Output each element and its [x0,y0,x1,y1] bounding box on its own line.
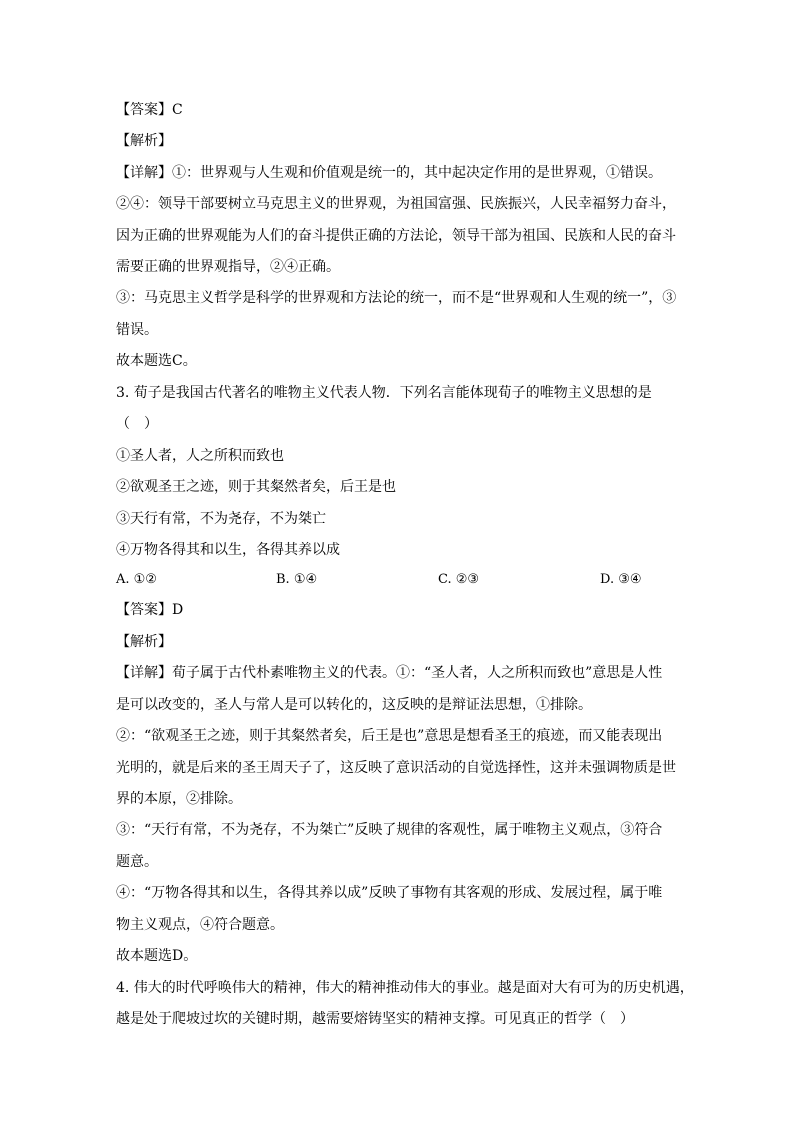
q3-option-c: C. ②③ [438,572,480,587]
q3-detail-line: ③：“天行有常，不为尧存，不为桀亡”反映了规律的客观性，属于唯物主义观点，③符合 [116,822,663,838]
q3-stem-paren: （ ） [116,416,158,432]
q3-detail-line: ④：“万物各得其和以生，各得其养以成”反映了事物有其客观的形成、发展过程，属于唯 [116,885,663,901]
q4-stem: 越是处于爬坡过坎的关键时期，越需要熔铸坚实的精神支撑。可见真正的哲学（ ） [116,1011,634,1027]
q3-conclusion: 故本题选D。 [116,948,198,964]
q3-statement: ①圣人者，人之所积而致也 [116,448,284,464]
q2-conclusion: 故本题选C。 [116,353,197,369]
q2-detail-line: 需要正确的世界观指导，②④正确。 [116,259,340,275]
q2-detail-line: 因为正确的世界观能为人们的奋斗提供正确的方法论，领导干部为祖国、民族和人民的奋斗 [116,228,676,244]
q3-option-a: A. ①② [116,572,157,587]
q2-detail-line: ③：马克思主义哲学是科学的世界观和方法论的统一，而不是“世界观和人生观的统一”，③ [116,290,677,306]
q3-statement: ④万物各得其和以生，各得其养以成 [116,542,340,558]
q3-detail-line: 光明的，就是后来的圣王周天子了，这反映了意识活动的自觉选择性，这并未强调物质是世 [116,760,676,776]
q3-statement: ②欲观圣王之迹，则于其粲然者矣，后王是也 [116,479,396,495]
q2-detail-line: 【详解】①：世界观与人生观和价值观是统一的，其中起决定作用的是世界观，①错误。 [116,165,662,181]
q3-answer: 【答案】D [116,602,184,618]
q3-detail-line: 【详解】荀子属于古代朴素唯物主义的代表。①：“圣人者，人之所积而致也”意思是人性 [116,665,663,681]
q3-detail-line: ②：“欲观圣王之迹，则于其粲然者矣，后王是也”意思是想看圣王的痕迹，而又能表现出 [116,728,663,744]
q3-option-d: D. ③④ [600,572,642,587]
q3-detail-line: 界的本原，②排除。 [116,791,242,807]
q2-detail-line: ②④：领导干部要树立马克思主义的世界观，为祖国富强、民族振兴，人民幸福努力奋斗， [116,196,676,212]
q3-detail-line: 是可以改变的，圣人与常人是可以转化的，这反映的是辩证法思想，①排除。 [116,697,592,713]
q3-stem: 3. 荀子是我国古代著名的唯物主义代表人物．下列名言能体现荀子的唯物主义思想的是 [116,385,652,401]
q3-detail-line: 物主义观点，④符合题意。 [116,917,284,933]
q3-statement: ③天行有常，不为尧存，不为桀亡 [116,511,326,527]
q2-analysis-label: 【解析】 [116,133,172,149]
q3-option-b: B. ①④ [276,572,318,587]
q4-stem: 4. 伟大的时代呼唤伟大的精神，伟大的精神推动伟大的事业。越是面对大有可为的历史机遇， [116,980,694,996]
q3-analysis-label: 【解析】 [116,634,172,650]
q2-answer: 【答案】C [116,102,183,118]
q3-detail-line: 题意。 [116,854,158,870]
q2-detail-line: 错误。 [116,322,158,338]
